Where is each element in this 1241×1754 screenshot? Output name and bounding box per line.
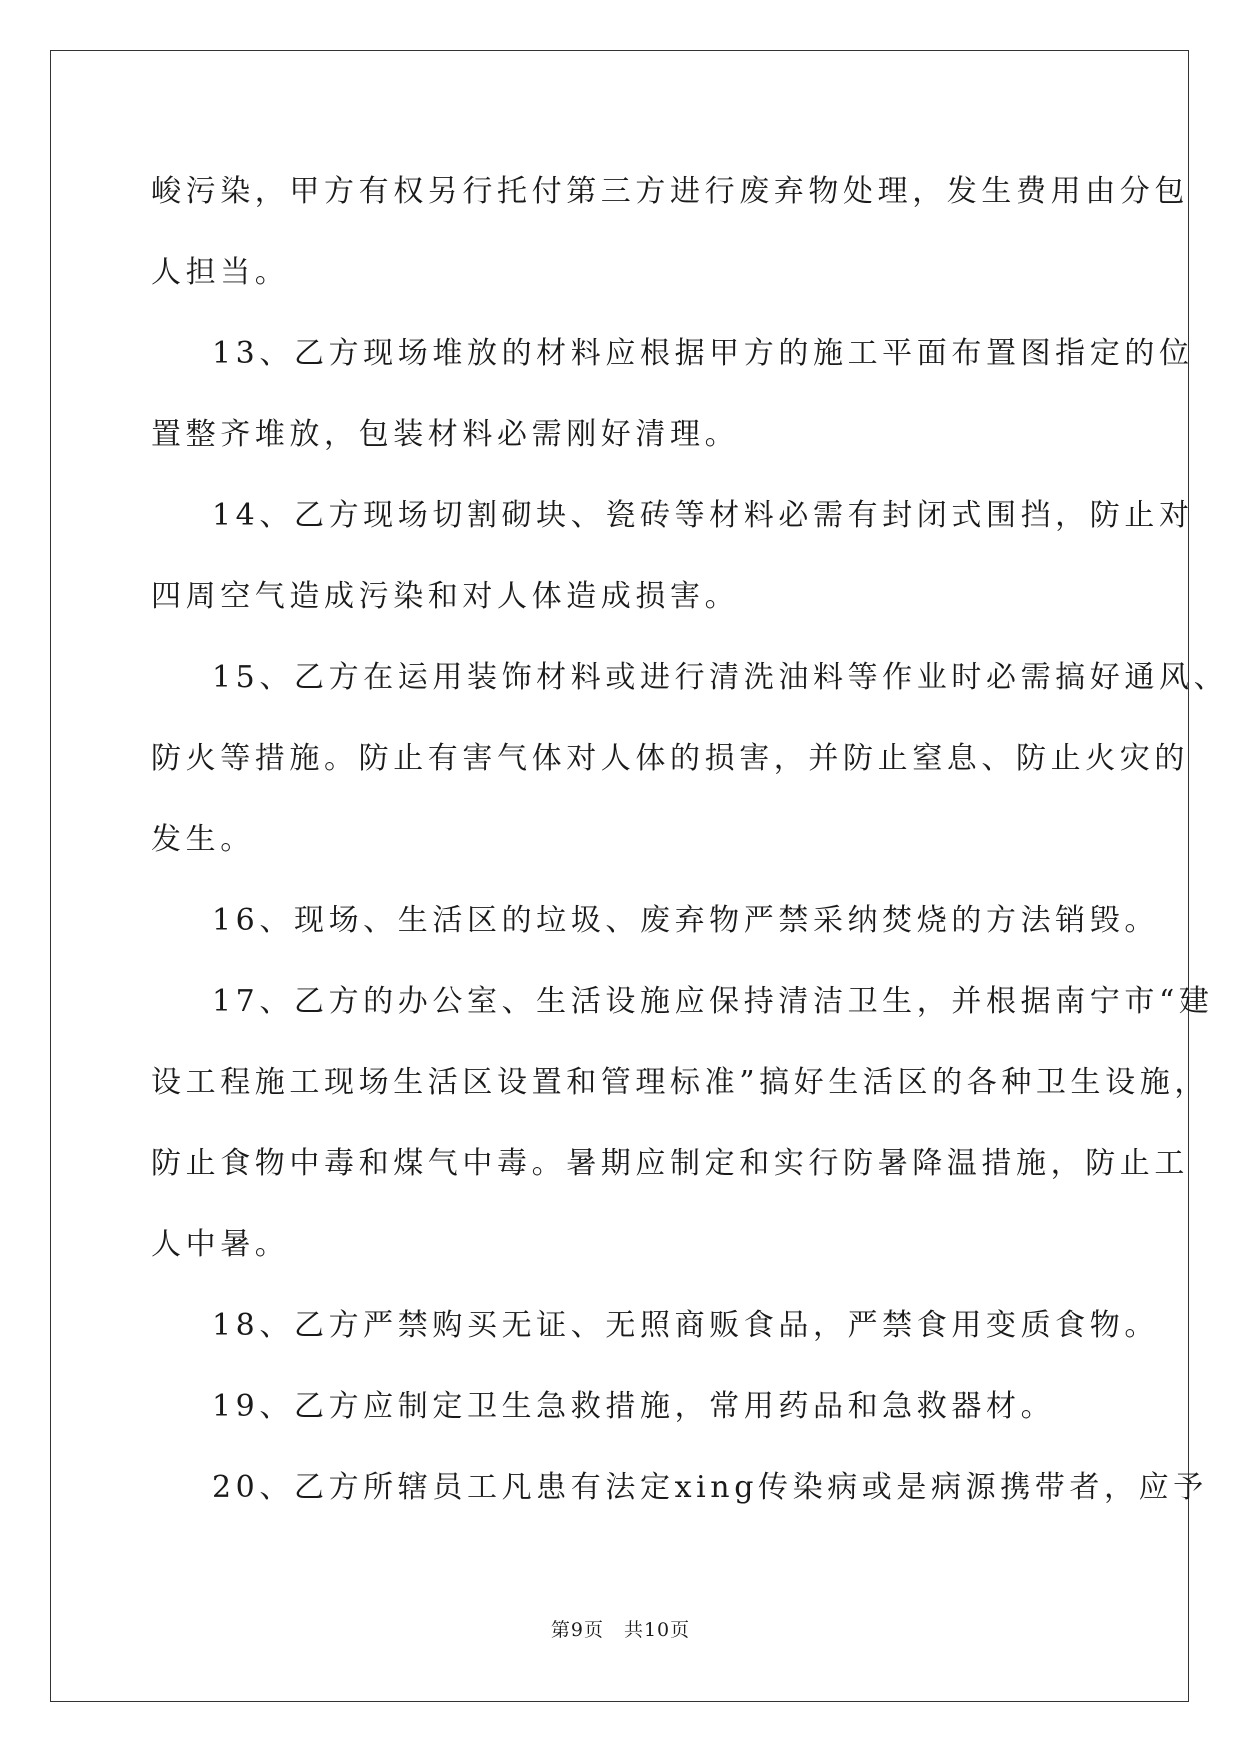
text-line: 14、乙方现场切割砌块、瓷砖等材料必需有封闭式围挡，防止对 (212, 498, 1194, 533)
text-line: 设工程施工现场生活区设置和管理标准”搞好生活区的各种卫生设施， (151, 1065, 1209, 1100)
text-line: 人中暑。 (151, 1227, 290, 1262)
document-body (151, 160, 1229, 1537)
text-line: 18、乙方严禁购买无证、无照商贩食品，严禁食用变质食物。 (212, 1308, 1159, 1343)
text-line: 19、乙方应制定卫生急救措施，常用药品和急救器材。 (212, 1389, 1056, 1424)
text-line: 置整齐堆放，包装材料必需刚好清理。 (151, 417, 740, 452)
text-line: 峻污染，甲方有权另行托付第三方进行废弃物处理，发生费用由分包 (151, 174, 1189, 209)
text-line: 人担当。 (151, 255, 290, 290)
text-line: 防止食物中毒和煤气中毒。暑期应制定和实行防暑降温措施，防止工 (151, 1146, 1189, 1181)
text-line: 15、乙方在运用装饰材料或进行清洗油料等作业时必需搞好通风、 (212, 660, 1229, 695)
text-line: 发生。 (151, 822, 255, 857)
text-line: 16、现场、生活区的垃圾、废弃物严禁采纳焚烧的方法销毁。 (212, 903, 1159, 938)
text-line: 防火等措施。防止有害气体对人体的损害，并防止窒息、防止火灾的 (151, 741, 1189, 776)
page-number: 第9页 共10页 (550, 1619, 691, 1641)
text-line: 13、乙方现场堆放的材料应根据甲方的施工平面布置图指定的位 (212, 336, 1194, 371)
text-line: 四周空气造成污染和对人体造成损害。 (151, 579, 740, 614)
text-line: 20、乙方所辖员工凡患有法定xing传染病或是病源携带者，应予 (212, 1470, 1208, 1505)
text-line: 17、乙方的办公室、生活设施应保持清洁卫生，并根据南宁市“建 (212, 984, 1214, 1019)
page-footer (0, 1615, 1241, 1642)
